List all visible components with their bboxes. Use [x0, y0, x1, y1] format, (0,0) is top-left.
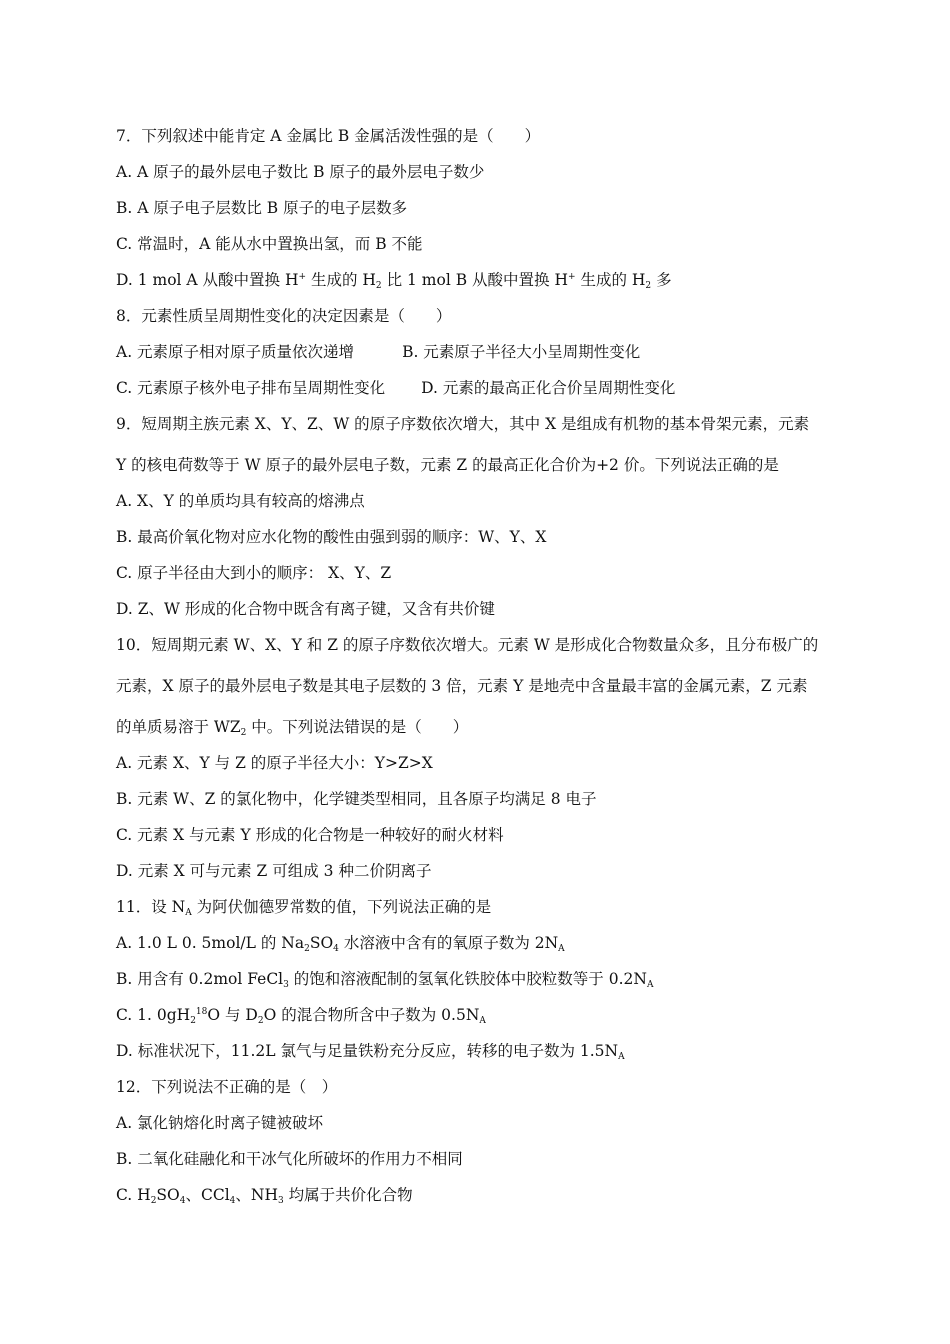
q9-option-d: D. Z、W 形成的化合物中既含有离子键，又含有共价键 [116, 600, 495, 618]
q8-options-ab [116, 341, 846, 363]
q12-option-a: A. 氯化钠熔化时离子键被破坏 [116, 1114, 324, 1132]
q7-option-c: C. 常温时，A 能从水中置换出氢，而 B 不能 [116, 235, 423, 253]
q7-option-d: D. 1 mol A 从酸中置换 H+ 生成的 $H_2$ 比 1 mol B 从酸中置换 H+ 生成的 $H_2$ 多 [116, 271, 672, 291]
q12-option-b: B. 二氧化硅融化和干冰气化所破坏的作用力不相同 [116, 1150, 463, 1168]
q8-option-b: B. 元素原子半径大小呈周期性变化 [402, 343, 641, 361]
q8-option-a: A. 元素原子相对原子质量依次递增 [116, 343, 355, 361]
q9-option-c: C. 原子半径由大到小的顺序： X、Y、Z [116, 564, 392, 582]
q11-stem: 11．设 $N_A$ 为阿伏伽德罗常数的值，下列说法正确的是 [116, 898, 492, 918]
q8-option-d: D. 元素的最高正化合价呈周期性变化 [421, 379, 676, 397]
q7-option-a: A. A 原子的最外层电子数比 B 原子的最外层电子数少 [116, 163, 485, 181]
q8-option-c: C. 元素原子核外电子排布呈周期性变化 [116, 379, 386, 397]
q9-option-b: B. 最高价氧化物对应水化物的酸性由强到弱的顺序：W、Y、X [116, 528, 547, 546]
q12-option-c: C. $H_2SO_4$、CCl$_4$、$NH_3$ 均属于共价化合物 [116, 1186, 413, 1206]
q10-option-b: B. 元素 W、Z 的氯化物中，化学键类型相同，且各原子均满足 8 电子 [116, 790, 597, 808]
q11-option-d: D. 标准状况下，11.2L 氯气与足量铁粉充分反应，转移的电子数为 $1.5N_A$ [116, 1042, 625, 1062]
q10-stem-line2: 元素，X 原子的最外层电子数是其电子层数的 3 倍，元素 Y 是地壳中含量最丰富的金属元素，Z 元素 [116, 677, 808, 695]
q11-option-b: B. 用含有 0.2mol FeCl$_3$ 的饱和溶液配制的氢氧化铁胶体中胶粒数等于 $0.2N_A$ [116, 970, 654, 990]
q9-stem-line2: Y 的核电荷数等于 W 原子的最外层电子数，元素 Z 的最高正化合价为+2 价。下列说法正确的是 [116, 456, 779, 474]
q10-option-d: D. 元素 X 可与元素 Z 可组成 3 种二价阴离子 [116, 862, 432, 880]
q10-option-a: A. 元素 X、Y 与 Z 的原子半径大小：Y>Z>X [116, 754, 433, 772]
q8-stem: 8．元素性质呈周期性变化的决定因素是（ ） [116, 307, 452, 325]
q9-stem-line1: 9．短周期主族元素 X、Y、Z、W 的原子序数依次增大，其中 X 是组成有机物的基本骨架元素，元素 [116, 415, 810, 433]
q7-stem: 7．下列叙述中能肯定 A 金属比 B 金属活泼性强的是（ ） [116, 127, 541, 145]
q11-option-a: A. 1.0 L 0. 5mol/L 的 $Na_2SO_4$ 水溶液中含有的氧原子数为 $2N_A$ [116, 934, 565, 954]
q10-option-c: C. 元素 X 与元素 Y 形成的化合物是一种较好的耐火材料 [116, 826, 504, 844]
q9-option-a: A. X、Y 的单质均具有较高的熔沸点 [116, 492, 365, 510]
q12-stem: 12．下列说法不正确的是（ ） [116, 1078, 338, 1096]
q8-options-cd [116, 377, 846, 399]
q10-stem-line1: 10．短周期元素 W、X、Y 和 Z 的原子序数依次增大。元素 W 是形成化合物数量众多，且分布极广的 [116, 636, 819, 654]
q7-option-b: B. A 原子电子层数比 B 原子的电子层数多 [116, 199, 408, 217]
q10-stem-line3: 的单质易溶于 $WZ_2$ 中。下列说法错误的是（ ） [116, 718, 469, 738]
q11-option-c: C. 1. $0gH_2^{18}O$ 与 $D_2O$ 的混合物所含中子数为 $0.5N_A$ [116, 1006, 486, 1026]
